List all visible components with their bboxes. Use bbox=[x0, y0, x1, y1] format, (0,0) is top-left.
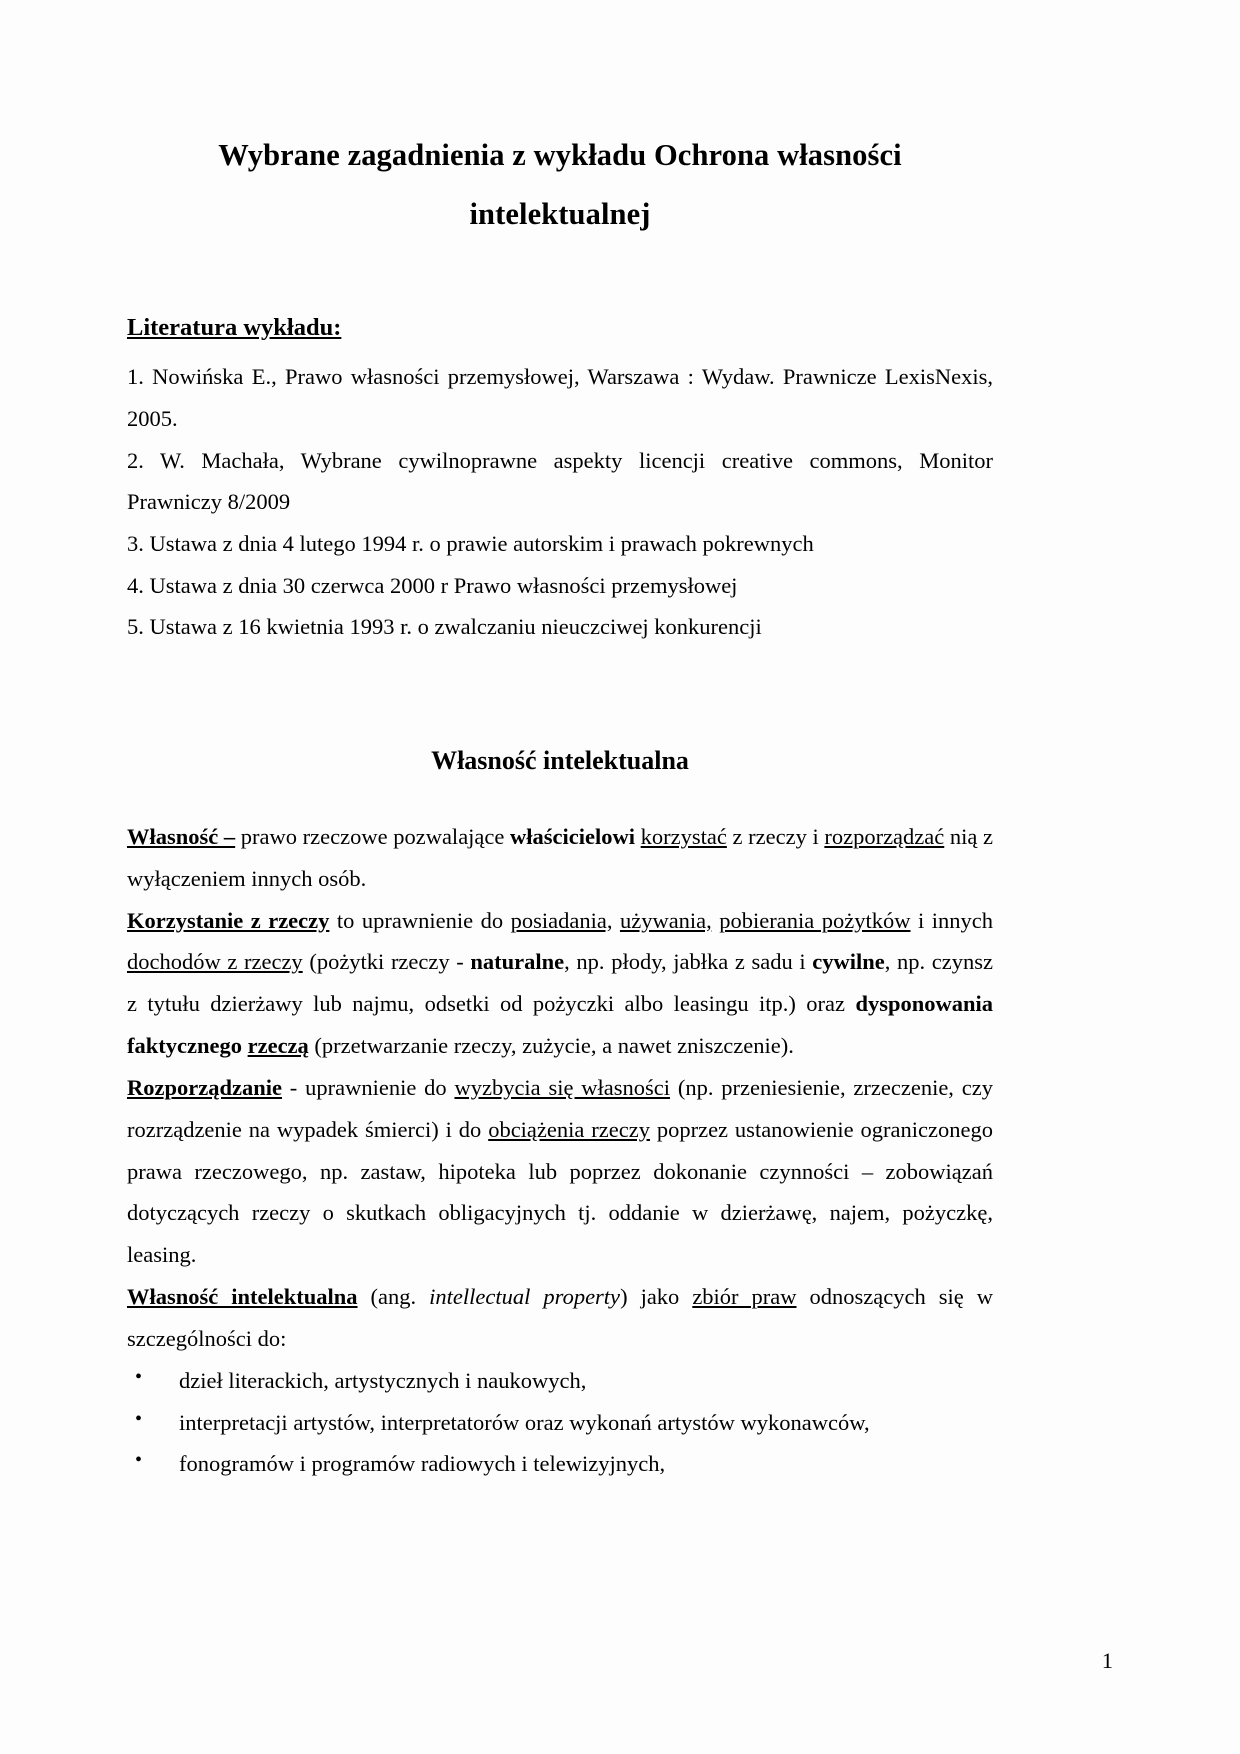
text-run: to uprawnienie do bbox=[329, 907, 511, 933]
bullet-list bbox=[127, 1360, 993, 1486]
term-wlasnosc: Własność – bbox=[127, 823, 236, 849]
text-run: odnoszących się w szczególności do: bbox=[127, 1284, 993, 1351]
text-run bbox=[612, 908, 620, 933]
text-run: , np. płody, jabłka z sadu i bbox=[564, 949, 813, 975]
paragraph-korzystanie bbox=[127, 900, 993, 1067]
page-content bbox=[127, 0, 993, 1485]
text-run: (np. przeniesienie, zrzeczenie, czy rozrządzenie na wypadek śmierci) i do bbox=[127, 1074, 993, 1142]
literature-item: 2. W. Machała, Wybrane cywilnoprawne aspekty licencji creative commons, Monitor Prawniczy 8/2009 bbox=[127, 447, 993, 515]
term-korzystanie-z-rzeczy: Korzystanie z rzeczy bbox=[127, 907, 330, 933]
literature-item: 1. Nowińska E., Prawo własności przemysłowej, Warszawa : Wydaw. Prawnicze LexisNexis, 2005. bbox=[127, 364, 993, 432]
text-run: ) jako bbox=[620, 1284, 693, 1310]
literature-list bbox=[127, 356, 993, 647]
emphasis-cywilne: cywilne bbox=[812, 949, 885, 975]
emphasis-dysponowania-faktycznego: dysponowania faktycznego bbox=[127, 991, 993, 1059]
text-run: nią z wyłączeniem innych osób. bbox=[127, 823, 993, 891]
emphasis-obciazenia-rzeczy: obciążenia rzeczy bbox=[488, 1116, 650, 1142]
emphasis-wyzbycia-sie-wlasnosci: wyzbycia się własności bbox=[454, 1074, 671, 1100]
text-run: (ang. bbox=[357, 1284, 430, 1310]
term-rozporzadzanie: Rozporządzanie bbox=[127, 1074, 282, 1100]
emphasis-pobierania-pozytkow: pobierania pożytków bbox=[719, 907, 911, 933]
page-title: Wybrane zagadnienia z wykładu Ochrona własności intelektualnej bbox=[218, 138, 902, 232]
list-item: • fonogramów i programów radiowych i telewizyjnych, bbox=[127, 1443, 993, 1485]
emphasis-dochodow-z-rzeczy: dochodów z rzeczy bbox=[127, 949, 303, 975]
emphasis-rozporzadzac: rozporządzać bbox=[824, 823, 945, 849]
literature-item: 3. Ustawa z dnia 4 lutego 1994 r. o prawie autorskim i prawach pokrewnych bbox=[127, 530, 814, 556]
emphasis-zbior-praw: zbiór praw bbox=[692, 1284, 797, 1310]
emphasis-korzystac: korzystać bbox=[640, 823, 727, 849]
literature-heading: Literatura wykładu: bbox=[127, 313, 342, 341]
list-item: • interpretacji artystów, interpretatorów oraz wykonań artystów wykonawców, bbox=[127, 1402, 993, 1444]
text-run: z rzeczy i bbox=[726, 823, 825, 849]
emphasis-uzywania: używania, bbox=[619, 907, 712, 933]
text-run: prawo rzeczowe pozwalające bbox=[235, 823, 511, 849]
page-number: 1 bbox=[1101, 1647, 1113, 1673]
text-run: - uprawnienie do bbox=[281, 1074, 455, 1100]
list-item: • dzieł literackich, artystycznych i naukowych, bbox=[127, 1360, 993, 1402]
literature-item: 5. Ustawa z 16 kwietnia 1993 r. o zwalczaniu nieuczciwej konkurencji bbox=[127, 614, 762, 640]
literature-item: 4. Ustawa z dnia 30 czerwca 2000 r Prawo własności przemysłowej bbox=[127, 572, 738, 598]
section-heading-wlasnosc-intelektualna: Własność intelektualna bbox=[431, 745, 689, 775]
term-wlasnosc-intelektualna: Własność intelektualna bbox=[127, 1284, 358, 1310]
emphasis-intellectual-property: intellectual property bbox=[429, 1284, 621, 1310]
emphasis-rzecza: rzeczą bbox=[247, 1033, 309, 1059]
paragraph-wlasnosc bbox=[127, 816, 993, 900]
emphasis-wlascicielowi: właścicielowi bbox=[510, 823, 636, 849]
paragraph-wlasnosc-intelektualna bbox=[127, 1276, 993, 1360]
text-run: (pożytki rzeczy - bbox=[302, 949, 471, 975]
text-run: , np. czynsz z tytułu dzierżawy lub najmu, odsetki od pożyczki albo leasingu itp.) oraz bbox=[127, 949, 993, 1017]
emphasis-posiadania: posiadania, bbox=[510, 907, 613, 933]
emphasis-naturalne: naturalne bbox=[470, 949, 565, 975]
text-run: poprzez ustanowienie ograniczonego prawa rzeczowego, np. zastaw, hipoteka lub poprzez dokonanie czynności – zobowiązań dotyczących rzeczy o skutkach obligacyjnych tj. oddanie w dzierżawę, najem, pożyczkę, leasing. bbox=[127, 1116, 993, 1268]
text-run: i innych bbox=[910, 907, 993, 933]
paragraph-rozporzadzanie bbox=[127, 1067, 993, 1276]
text-run: (przetwarzanie rzeczy, zużycie, a nawet zniszczenie). bbox=[308, 1033, 794, 1059]
